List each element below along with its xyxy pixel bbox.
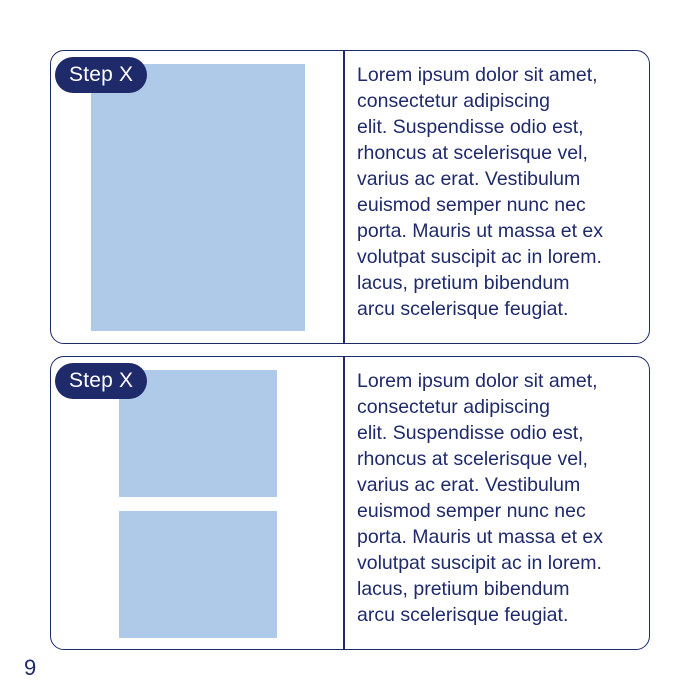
step-label-badge: Step X [55, 57, 147, 93]
step-description: Lorem ipsum dolor sit amet, consectetur adipiscing elit. Suspendisse odio est, rhoncus at scelerisque vel, varius ac erat. Vestibulum euismod semper nunc nec porta. Mauris ut massa et ex volutpat suscipit ac in lorem. lacus, pretium bibendum arcu scelerisque feugiat. [357, 370, 604, 626]
step-label-badge: Step X [55, 363, 147, 399]
step-description: Lorem ipsum dolor sit amet, consectetur adipiscing elit. Suspendisse odio est, rhoncus at scelerisque vel, varius ac erat. Vestibulum euismod semper nunc nec porta. Mauris ut massa et ex volutpat suscipit ac in lorem. lacus, pretium bibendum arcu scelerisque feugiat. [357, 64, 604, 320]
step-card-1 [50, 50, 650, 344]
card-divider [343, 51, 345, 343]
card-divider [343, 357, 345, 649]
image-placeholder-bottom [119, 511, 277, 638]
image-placeholder-tall [91, 64, 305, 331]
page-number: 9 [24, 655, 37, 680]
step-card-2 [50, 356, 650, 650]
